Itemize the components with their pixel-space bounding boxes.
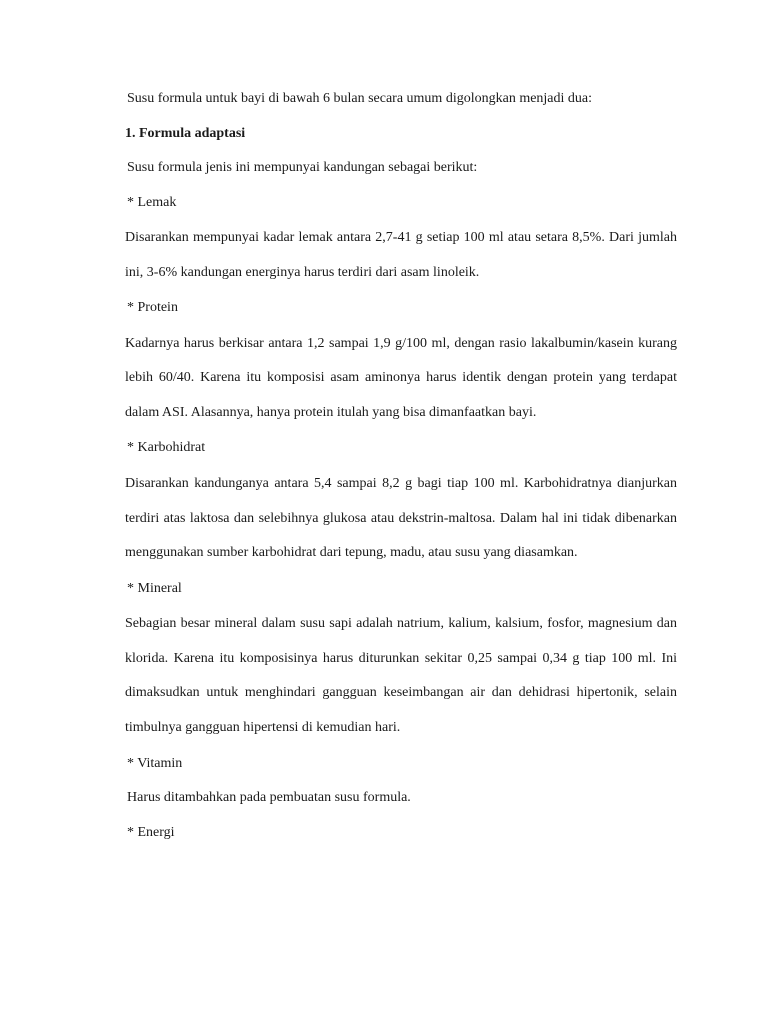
item-title-protein: * Protein bbox=[127, 300, 178, 316]
subintro-paragraph: Susu formula jenis ini mempunyai kandungan sebagai berikut: bbox=[127, 160, 478, 175]
section-heading: 1. Formula adaptasi bbox=[125, 125, 246, 141]
document-page bbox=[125, 87, 677, 855]
item-body-vitamin: Harus ditambahkan pada pembuatan susu formula. bbox=[127, 790, 411, 806]
item-body-mineral: Sebagian besar mineral dalam susu sapi adalah natrium, kalium, kalsium, fosfor, magnesium dan klorida. Karena itu komposisinya harus diturunkan sekitar 0,25 sampai 0,34 g tiap 100 ml. Ini dimaksudkan untuk menghindari gangguan keseimbangan air dan dehidrasi hipertonik, selain timbulnya gangguan hipertensi di kemudian hari. bbox=[125, 616, 677, 736]
item-title-mineral: * Mineral bbox=[127, 580, 182, 596]
intro-paragraph: Susu formula untuk bayi di bawah 6 bulan secara umum digolongkan menjadi dua: bbox=[127, 91, 593, 106]
item-body-lemak: Disarankan mempunyai kadar lemak antara 2,7-41 g setiap 100 ml atau setara 8,5%. Dari jumlah ini, 3-6% kandungan energinya harus terdiri dari asam linoleik. bbox=[125, 230, 677, 280]
item-body-protein: Kadarnya harus berkisar antara 1,2 sampai 1,9 g/100 ml, dengan rasio lakalbumin/kasein kurang lebih 60/40. Karena itu komposisi asam aminonya harus identik dengan protein yang terdapat dalam ASI. Alasannya, hanya protein itulah yang bisa dimanfaatkan bayi. bbox=[125, 335, 677, 420]
item-title-vitamin: * Vitamin bbox=[127, 755, 183, 771]
item-title-karbohidrat: * Karbohidrat bbox=[127, 440, 206, 456]
item-body-karbohidrat: Disarankan kandunganya antara 5,4 sampai 8,2 g bagi tiap 100 ml. Karbohidratnya dianjurkan terdiri atas laktosa dan selebihnya glukosa atau dekstrin-maltosa. Dalam hal ini tidak dibenarkan menggunakan sumber karbohidrat dari tepung, madu, atau susu yang diasamkan. bbox=[125, 475, 677, 561]
item-title-lemak: * Lemak bbox=[127, 194, 177, 210]
item-title-energi: * Energi bbox=[127, 824, 175, 840]
